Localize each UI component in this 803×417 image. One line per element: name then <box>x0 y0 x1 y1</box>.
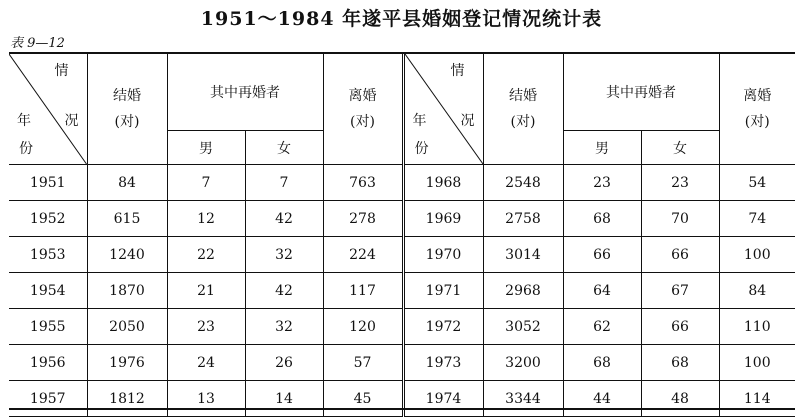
table-row <box>9 381 795 417</box>
header-female: 女 <box>245 131 323 165</box>
header-male: 男 <box>563 131 641 165</box>
cell-year: 1957 <box>9 381 87 417</box>
table-row <box>9 345 795 381</box>
cell-male: 24 <box>167 345 245 381</box>
header-divorce <box>719 54 795 165</box>
cell-year: 1951 <box>9 165 87 201</box>
cell-male: 44 <box>563 381 641 417</box>
header-nian: 年 <box>17 113 31 129</box>
cell-divorce: 120 <box>323 309 403 345</box>
cell-divorce: 114 <box>719 381 795 417</box>
header-divorce-label: 离婚 <box>743 88 772 104</box>
table-row <box>9 165 795 201</box>
header-marriage-unit: (对) <box>510 114 536 130</box>
cell-divorce: 117 <box>323 273 403 309</box>
cell-year: 1953 <box>9 237 87 273</box>
cell-year: 1955 <box>9 309 87 345</box>
cell-divorce: 100 <box>719 237 795 273</box>
cell-male: 21 <box>167 273 245 309</box>
header-kuang: 况 <box>64 113 79 129</box>
cell-male: 23 <box>167 309 245 345</box>
cell-female: 70 <box>641 201 719 237</box>
cell-male: 62 <box>563 309 641 345</box>
cell-female: 68 <box>641 345 719 381</box>
cell-female: 26 <box>245 345 323 381</box>
diagonal-header-cell <box>403 54 483 165</box>
header-qing: 情 <box>54 63 69 79</box>
cell-male: 13 <box>167 381 245 417</box>
cell-marriage: 3014 <box>483 237 563 273</box>
cell-male: 68 <box>563 345 641 381</box>
header-remarriage: 其中再婚者 <box>563 54 719 131</box>
cell-marriage: 1812 <box>87 381 167 417</box>
cell-year: 1972 <box>403 309 483 345</box>
cell-female: 14 <box>245 381 323 417</box>
cell-marriage: 2548 <box>483 165 563 201</box>
cell-year: 1969 <box>403 201 483 237</box>
cell-divorce: 100 <box>719 345 795 381</box>
diagonal-header-cell <box>9 54 87 165</box>
cell-male: 12 <box>167 201 245 237</box>
cell-divorce: 74 <box>719 201 795 237</box>
header-marriage-label: 结婚 <box>113 88 141 104</box>
cell-female: 42 <box>245 201 323 237</box>
header-fen: 份 <box>19 141 33 157</box>
cell-marriage: 3052 <box>483 309 563 345</box>
header-nian: 年 <box>412 113 427 129</box>
cell-female: 42 <box>245 273 323 309</box>
cell-year: 1954 <box>9 273 87 309</box>
cell-female: 48 <box>641 381 719 417</box>
cell-year: 1971 <box>403 273 483 309</box>
cell-female: 66 <box>641 309 719 345</box>
header-qing: 情 <box>450 63 465 79</box>
cell-male: 7 <box>167 165 245 201</box>
cell-divorce: 110 <box>719 309 795 345</box>
cell-year: 1952 <box>9 201 87 237</box>
cell-female: 7 <box>245 165 323 201</box>
cell-female: 32 <box>245 309 323 345</box>
header-divorce <box>323 54 403 165</box>
header-marriage <box>483 54 563 165</box>
header-divorce-unit: (对) <box>744 114 770 130</box>
cell-male: 68 <box>563 201 641 237</box>
header-marriage-unit: (对) <box>114 114 140 130</box>
cell-marriage: 84 <box>87 165 167 201</box>
header-divorce-unit: (对) <box>350 114 375 130</box>
header-divorce-label: 离婚 <box>348 88 377 104</box>
cell-marriage: 2050 <box>87 309 167 345</box>
header-marriage <box>87 54 167 165</box>
cell-divorce: 278 <box>323 201 403 237</box>
cell-divorce: 45 <box>323 381 403 417</box>
table-row <box>9 237 795 273</box>
cell-male: 22 <box>167 237 245 273</box>
cell-female: 66 <box>641 237 719 273</box>
header-row <box>9 54 795 131</box>
cell-female: 67 <box>641 273 719 309</box>
header-remarriage: 其中再婚者 <box>167 54 323 131</box>
cell-male: 23 <box>563 165 641 201</box>
cell-divorce: 84 <box>719 273 795 309</box>
header-female: 女 <box>641 131 719 165</box>
cell-year: 1970 <box>403 237 483 273</box>
cell-divorce: 763 <box>323 165 403 201</box>
cell-marriage: 2968 <box>483 273 563 309</box>
header-kuang: 况 <box>460 113 475 129</box>
table-row <box>9 201 795 237</box>
cell-divorce: 57 <box>323 345 403 381</box>
table-row <box>9 309 795 345</box>
cell-divorce: 224 <box>323 237 403 273</box>
cell-divorce: 54 <box>719 165 795 201</box>
cell-marriage: 615 <box>87 201 167 237</box>
cell-year: 1968 <box>403 165 483 201</box>
cell-year: 1974 <box>403 381 483 417</box>
cell-male: 66 <box>563 237 641 273</box>
cell-year: 1973 <box>403 345 483 381</box>
header-fen: 份 <box>414 141 429 157</box>
table-label: 表 9—12 <box>10 36 65 51</box>
cell-female: 32 <box>245 237 323 273</box>
cell-male: 64 <box>563 273 641 309</box>
cell-marriage: 3344 <box>483 381 563 417</box>
cell-female: 23 <box>641 165 719 201</box>
cell-marriage: 3200 <box>483 345 563 381</box>
cell-marriage: 1870 <box>87 273 167 309</box>
header-male: 男 <box>167 131 245 165</box>
cell-marriage: 2758 <box>483 201 563 237</box>
marriage-registration-table <box>9 54 795 417</box>
cell-year: 1956 <box>9 345 87 381</box>
header-marriage-label: 结婚 <box>509 88 537 104</box>
cell-marriage: 1240 <box>87 237 167 273</box>
table-row <box>9 273 795 309</box>
page-title: 1951～1984 年遂平县婚姻登记情况统计表 <box>200 8 603 30</box>
cell-marriage: 1976 <box>87 345 167 381</box>
